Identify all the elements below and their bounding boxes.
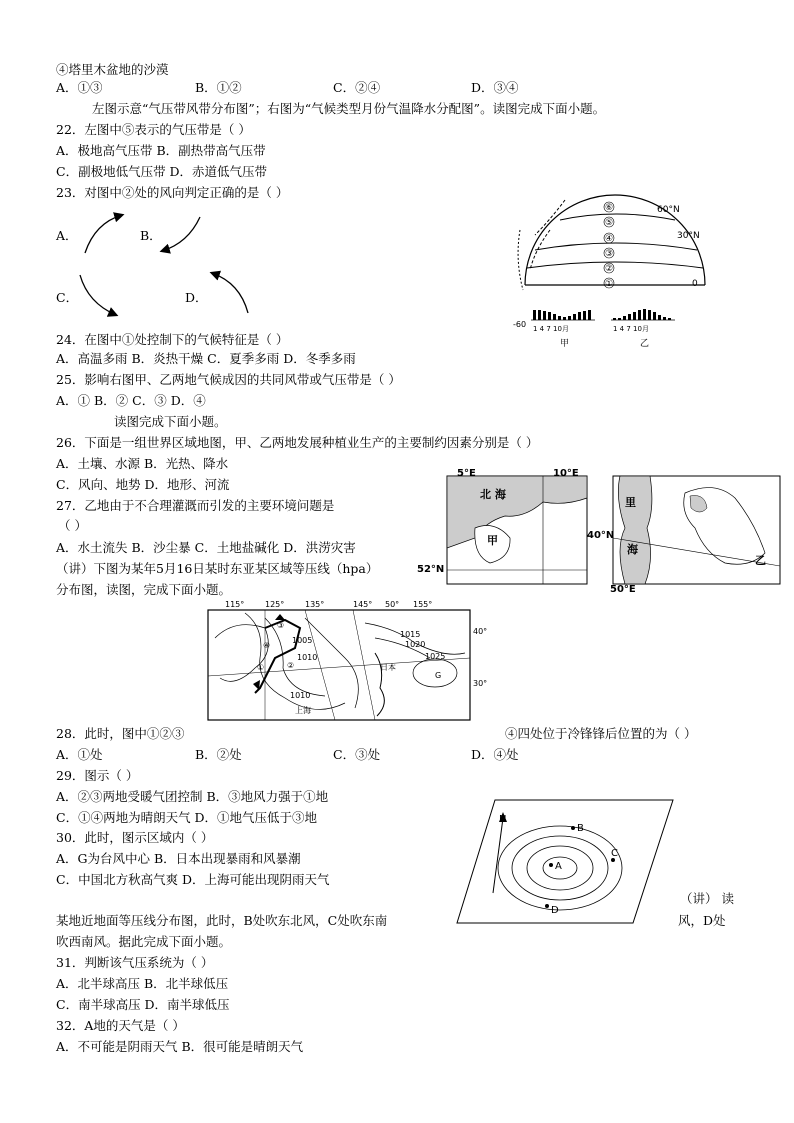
svg-text:1015: 1015 [400,630,421,639]
question-23: 23．对图中②处的风向判定正确的是（ ） [56,185,289,200]
q23-option-d: D． [185,290,208,305]
svg-text:②: ② [604,264,614,274]
svg-text:⑤: ⑤ [604,218,614,228]
svg-text:50°: 50° [385,600,400,609]
option-d: D．③④ [471,80,519,95]
svg-text:1005: 1005 [292,636,313,645]
svg-text:B: B [577,823,584,834]
svg-text:5°E: 5°E [457,468,476,479]
question-28a: 28．此时，图中①②③ [56,726,185,741]
q26-options-cd: C．风向、地势 D．地形、河流 [56,477,230,492]
intro-text-4d: 吹西南风。据此完成下面小题。 [56,934,232,949]
bar-chart-yi [613,309,671,320]
svg-text:135°: 135° [305,600,325,609]
option-c: C．②④ [333,80,381,95]
svg-text:10°E: 10°E [553,468,579,479]
question-31: 31．判断该气压系统为（ ） [56,955,214,970]
svg-text:④: ④ [263,641,271,650]
svg-text:乙: 乙 [755,554,766,567]
intro-text-3: （讲）下图为某年5月16日某时东亚某区域等压线（hpa） [56,561,379,576]
question-30: 30．此时，图示区域内（ ） [56,830,214,845]
bar-chart-jia [533,310,591,320]
svg-text:里: 里 [625,496,636,509]
q22-options-ab: A．极地高气压带 B．副热带高气压带 [56,143,266,158]
svg-text:60°N: 60°N [657,205,680,215]
q28-option-d: D．④处 [471,747,519,762]
q28-option-c: C．③处 [333,747,381,762]
question-22: 22．左图中⑤表示的气压带是（ ） [56,122,251,137]
intro-text-4b: 某地近地面等压线分布图，此时，B处吹东北风，C处吹东南 [56,913,388,928]
svg-text:40°: 40° [473,627,488,636]
q29-options-ab: A．②③两地受暖气团控制 B．③地风力强于①地 [56,789,329,804]
question-25: 25．影响右图甲、乙两地气候成因的共同风带或气压带是（ ） [56,372,401,387]
svg-text:①: ① [604,279,614,289]
svg-text:海: 海 [627,543,638,556]
q24-options: A．高温多雨 B．炎热干燥 C．夏季多雨 D．冬季多雨 [56,351,356,366]
q27-options: A．水土流失 B．沙尘暴 C．土地盐碱化 D．洪涝灾害 [56,540,356,555]
svg-text:乙: 乙 [640,339,650,349]
question-32: 32．A地的天气是（ ） [56,1018,185,1033]
svg-text:②: ② [287,661,295,670]
svg-text:D: D [551,905,559,916]
option-b: B．①② [195,80,242,95]
intro-text: 左图示意“气压带风带分布图”；右图为“气候类型月份气温降水分配图”。读图完成下面小题。 [92,101,606,116]
regional-maps-figure [415,468,785,598]
svg-text:1010: 1010 [290,691,311,700]
svg-text:A: A [555,861,562,872]
intro-text-4a: （讲） 读 [680,891,734,906]
svg-text:30°N: 30°N [677,231,700,241]
q31-options-ab: A．北半球高压 B．北半球低压 [56,976,229,991]
svg-text:30°: 30° [473,679,488,688]
question-24: 24．在图中①处控制下的气候特征是（ ） [56,332,289,347]
question-29: 29．图示（ ） [56,768,139,783]
svg-text:⑥: ⑥ [604,203,614,213]
svg-text:日本: 日本 [380,663,396,672]
q23-option-a: A． [56,228,78,243]
q29-options-cd: C．①④两地为晴朗天气 D．①地气压低于③地 [56,810,318,825]
svg-text:上海: 上海 [295,706,311,715]
svg-text:1 4 7 10月: 1 4 7 10月 [613,325,649,333]
svg-text:甲: 甲 [487,534,498,547]
question-text: ④塔里木盆地的沙漠 [56,62,169,77]
svg-text:C: C [611,848,618,859]
wind-arrows-figure [70,205,270,325]
svg-text:1025: 1025 [425,652,446,661]
isobar-system-figure [455,798,675,928]
svg-text:④: ④ [604,234,614,244]
svg-text:125°: 125° [265,600,285,609]
svg-text:G: G [435,671,442,680]
intro-text-2: 读图完成下面小题。 [114,414,227,429]
q23-option-b: B． [140,228,162,243]
svg-text:145°: 145° [353,600,373,609]
pressure-belt-figure [505,190,720,350]
option-a: A．①③ [56,80,103,95]
question-26: 26．下面是一组世界区域地图，甲、乙两地发展种植业生产的主要制约因素分别是（ ） [56,435,539,450]
q28-option-a: A．①处 [56,747,103,762]
svg-text:40°N: 40°N [587,530,615,541]
arrow-a [85,215,122,253]
q32-options: A．不可能是阴雨天气 B．很可能是晴朗天气 [56,1039,304,1054]
svg-text:1 4 7 10月: 1 4 7 10月 [533,325,569,333]
svg-text:50°E: 50°E [610,584,636,595]
question-27: 27．乙地由于不合理灌溉而引发的主要环境问题是 [56,498,335,513]
svg-text:N: N [499,814,507,825]
svg-text:1020: 1020 [405,640,426,649]
q28-option-b: B．②处 [195,747,242,762]
svg-text:115°: 115° [225,600,245,609]
intro-text-4c: 风，D处 [678,913,726,928]
question-27-paren: （ ） [58,518,87,533]
svg-text:1010: 1010 [297,653,318,662]
svg-text:155°: 155° [413,600,433,609]
q30-options-cd: C．中国北方秋高气爽 D．上海可能出现阴雨天气 [56,872,330,887]
svg-text:北 海: 北 海 [480,488,506,501]
svg-text:③: ③ [604,249,614,259]
svg-text:52°N: 52°N [417,564,445,575]
svg-text:-60: -60 [513,320,527,329]
isobar-map-east-asia [205,598,495,728]
svg-text:①: ① [257,663,265,672]
q25-options: A．① B．② C．③ D．④ [56,393,206,408]
q26-options-ab: A．土壤、水源 B．光热、降水 [56,456,229,471]
svg-text:③: ③ [277,621,285,630]
q30-options-ab: A．G为台风中心 B．日本出现暴雨和风暴潮 [56,851,301,866]
q31-options-cd: C．南半球高压 D．南半球低压 [56,997,230,1012]
arrow-c [80,275,116,315]
question-28b: ④四处位于冷锋锋后位置的为（ ） [505,726,697,741]
arrow-b [162,217,200,251]
arrow-d [212,273,248,313]
q22-options-cd: C．副极地低气压带 D．赤道低气压带 [56,164,268,179]
svg-text:0: 0 [692,279,698,289]
svg-text:甲: 甲 [560,339,570,349]
q23-option-c: C． [56,290,79,305]
belt-labels [604,202,614,289]
intro-text-3b: 分布图，读图，完成下面小题。 [56,582,232,597]
